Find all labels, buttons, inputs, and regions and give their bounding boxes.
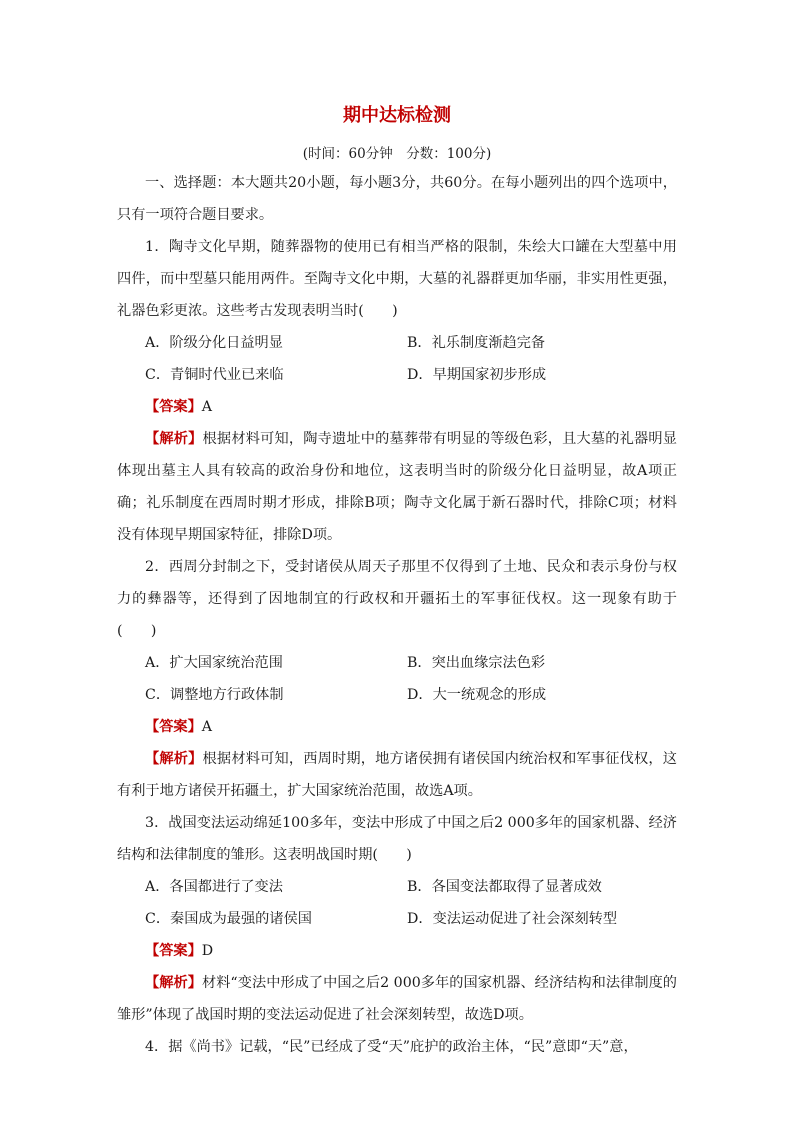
option-c: C．青铜时代业已来临: [145, 367, 284, 383]
answer-line: [117, 391, 677, 423]
option-b: B．突出血缘宗法色彩: [407, 655, 546, 671]
question-stem: 4．据《尚书》记载，“民”已经成了受“天”庇护的政治主体，“民”意即“天”意，: [145, 1039, 638, 1055]
option-c: C．调整地方行政体制: [145, 687, 284, 703]
option-d: D．早期国家初步形成: [407, 367, 547, 383]
analysis-text: 根据材料可知，西周时期，地方诸侯拥有诸侯国内统治权和军事征伐权，这有利于地方诸侯开拓疆土，扩大国家统治范围，故选A项。: [117, 751, 677, 799]
option-a: A．各国都进行了变法: [145, 879, 283, 895]
analysis-text: 材料“变法中形成了中国之后2 000多年的国家机器、经济结构和法律制度的雏形”体现了战国时期的变法运动促进了社会深刻转型，故选D项。: [117, 975, 677, 1023]
section-intro: 一、选择题：本大题共20小题，每小题3分，共60分。在每小题列出的四个选项中，只有一项符合题目要求。: [117, 175, 677, 223]
option-row: [117, 647, 677, 679]
option-b: B．礼乐制度渐趋完备: [407, 335, 546, 351]
answer-value: D: [201, 943, 214, 959]
analysis-tag: 【解析】: [145, 975, 202, 991]
option-row: [117, 903, 677, 935]
answer-tag: 【答案】: [145, 943, 202, 959]
exam-info: (时间：60分钟 分数：100分): [302, 146, 492, 162]
option-row: [117, 359, 677, 391]
option-row: [117, 327, 677, 359]
option-c: C．秦国成为最强的诸侯国: [145, 911, 312, 927]
option-a: A．扩大国家统治范围: [145, 655, 283, 671]
answer-line: [117, 711, 677, 743]
option-row: [117, 871, 677, 903]
answer-value: A: [201, 719, 213, 735]
question-stem: 2．西周分封制之下，受封诸侯从周天子那里不仅得到了土地、民众和表示身份与权力的彝器等，还得到了因地制宜的行政权和开疆拓土的军事征伐权。这一现象有助于( ): [117, 559, 677, 639]
answer-line: [117, 935, 677, 967]
page-title: 期中达标检测: [343, 105, 451, 126]
option-row: [117, 679, 677, 711]
answer-tag: 【答案】: [145, 399, 202, 415]
answer-tag: 【答案】: [145, 719, 202, 735]
analysis-text: 根据材料可知，陶寺遗址中的墓葬带有明显的等级色彩，且大墓的礼器明显体现出墓主人具有较高的政治身份和地位，这表明当时的阶级分化日益明显，故A项正确；礼乐制度在西周时期才形成，排除B项；陶寺文化属于新石器时代，排除C项；材料没有体现早期国家特征，排除D项。: [117, 431, 677, 543]
option-b: B．各国变法都取得了显著成效: [407, 879, 602, 895]
question-stem: 3．战国变法运动绵延100多年，变法中形成了中国之后2 000多年的国家机器、经济结构和法律制度的雏形。这表明战国时期( ): [117, 815, 677, 863]
document-body: [117, 167, 677, 1063]
analysis-tag: 【解析】: [145, 751, 203, 767]
option-d: D．变法运动促进了社会深刻转型: [407, 911, 618, 927]
answer-value: A: [201, 399, 213, 415]
option-d: D．大一统观念的形成: [407, 687, 547, 703]
analysis-paragraph: [117, 423, 677, 551]
analysis-paragraph: [117, 743, 677, 807]
analysis-paragraph: [117, 967, 677, 1031]
question-stem: 1．陶寺文化早期，随葬器物的使用已有相当严格的限制，朱绘大口罐在大型墓中用四件，而中型墓只能用两件。至陶寺文化中期，大墓的礼器群更加华丽，非实用性更强，礼器色彩更浓。这些考古发现表明当时( ): [117, 239, 677, 319]
analysis-tag: 【解析】: [145, 431, 203, 447]
option-a: A．阶级分化日益明显: [145, 335, 283, 351]
